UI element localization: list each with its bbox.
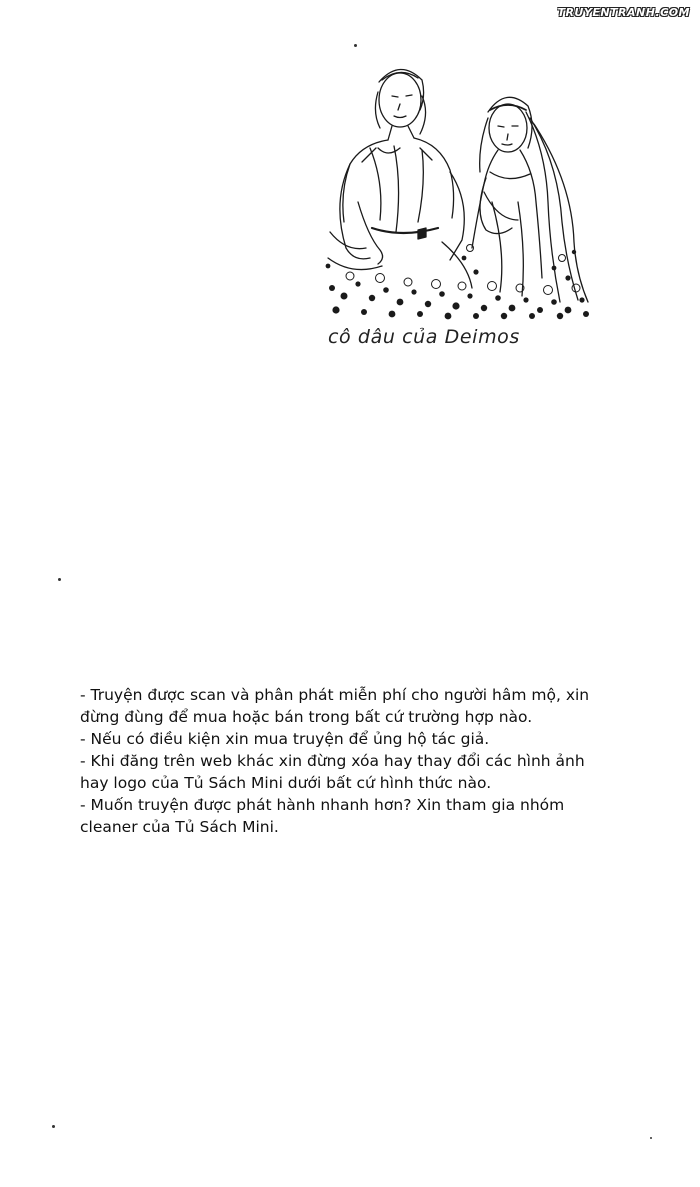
notice-line: - Truyện được scan và phân phát miễn phí cho người hâm mộ, xin xyxy=(80,686,590,704)
notice-line: hay logo của Tủ Sách Mini dưới bất cứ hình thức nào. xyxy=(80,774,492,792)
manga-couple-illustration xyxy=(322,52,594,320)
notice-line: đừng đùng để mua hoặc bán trong bất cứ trường hợp nào. xyxy=(80,708,533,726)
notice-line: cleaner của Tủ Sách Mini. xyxy=(80,818,279,836)
notice-line: - Muốn truyện được phát hành nhanh hơn? Xin tham gia nhóm xyxy=(80,796,565,814)
notice-line: - Khi đăng trên web khác xin đừng xóa hay thay đổi các hình ảnh xyxy=(80,752,585,770)
scan-speck xyxy=(58,578,61,581)
scan-speck xyxy=(650,1137,652,1139)
scan-speck xyxy=(52,1125,55,1128)
scan-speck xyxy=(354,44,357,47)
scanlation-notice xyxy=(80,684,640,838)
illustration-caption: cô dâu của Deimos xyxy=(328,326,520,348)
site-watermark: TRUYENTRANH.COM xyxy=(557,6,690,19)
notice-line: - Nếu có điều kiện xin mua truyện để ủng hộ tác giả. xyxy=(80,730,490,748)
manga-couple-flower-field-icon xyxy=(322,52,594,320)
